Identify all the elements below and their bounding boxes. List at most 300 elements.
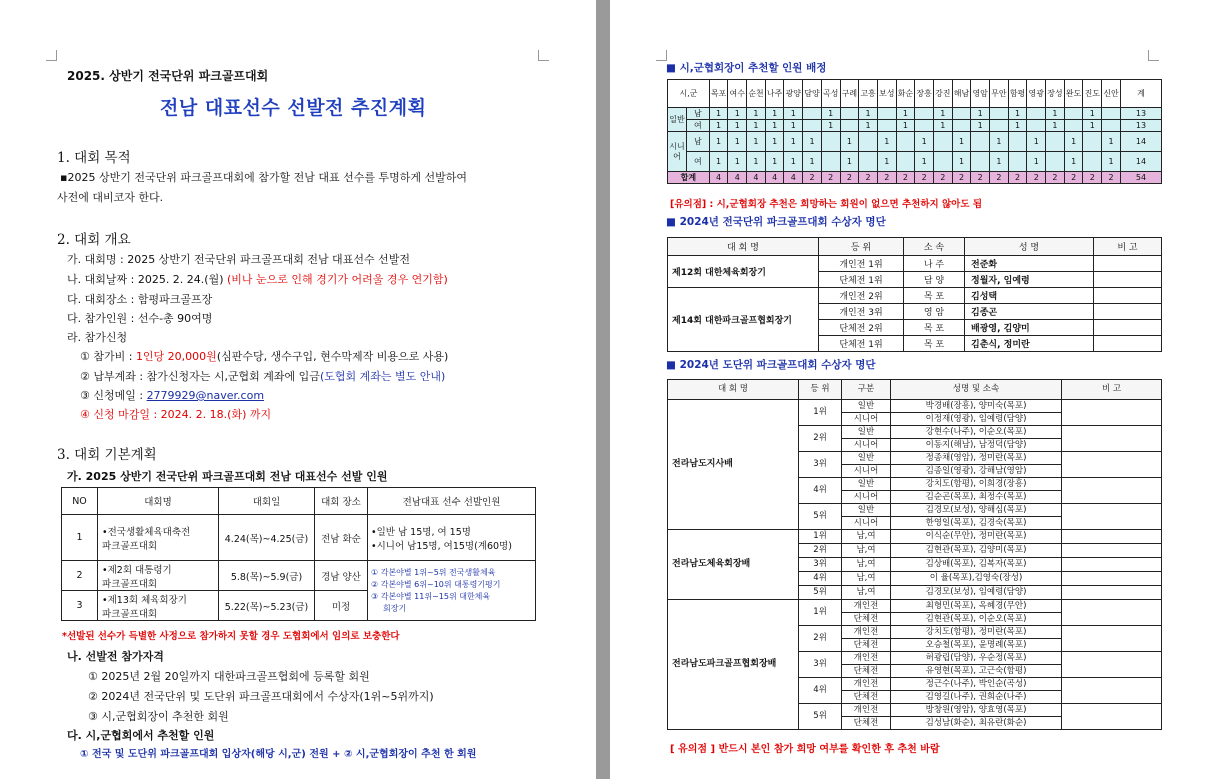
allocation-cell: 1 — [896, 108, 915, 120]
cell-division: 개인전 — [842, 652, 891, 665]
gender-label: 여 — [687, 120, 710, 132]
allocation-cell — [1027, 108, 1046, 120]
cell-division: 단체전 — [842, 639, 891, 652]
cell-rank: 5위 — [799, 586, 842, 600]
allocation-cell: 1 — [990, 152, 1009, 172]
allocation-cell — [877, 108, 896, 120]
sum-cell: 2 — [840, 172, 859, 184]
allocation-cell — [915, 108, 934, 120]
cell-note — [1062, 558, 1162, 572]
cell-name: 김춘식, 정미란 — [965, 336, 1094, 352]
notice-text: : 시,군협회장 추천은 희망하는 회원이 없으면 추천하지 않아도 됨 — [706, 199, 982, 210]
cell-names: 한영일(목포), 김경숙(목포) — [891, 517, 1062, 530]
cell-names: 김성남(화순), 최유란(화순) — [891, 717, 1062, 730]
cell-org: 목 포 — [904, 288, 965, 304]
col-header: 소 속 — [904, 238, 965, 256]
cell-names: 김순곤(목포), 최정수(목포) — [891, 491, 1062, 504]
purpose-line-1: ▪2025 상반기 전국단위 파크골프대회에 참가할 전남 대표 선수를 투명하게 선발하여 — [60, 171, 467, 184]
cell-org: 담 양 — [904, 272, 965, 288]
allocation-cell: 1 — [1102, 152, 1121, 172]
table-row — [668, 600, 1162, 613]
allocation-cell — [821, 152, 840, 172]
cell-names: 정근수(나주), 박인순(곡성) — [891, 678, 1062, 691]
sum-cell: 2 — [952, 172, 971, 184]
cell-name: 정월자, 임예령 — [965, 272, 1094, 288]
region-header: 완도 — [1064, 80, 1083, 108]
gender-label: 남 — [687, 132, 710, 152]
allocation-cell — [859, 152, 878, 172]
cell-name: 김종곤 — [965, 304, 1094, 320]
cell-org: 목 포 — [904, 320, 965, 336]
cell-names: 이 율(목포),김영숙(장성) — [891, 572, 1062, 586]
allocation-cell: 1 — [709, 120, 728, 132]
cell-division: 남,여 — [842, 572, 891, 586]
provincial-winners-table — [667, 379, 1162, 730]
event-name-line: •제2회 대통령기 — [102, 564, 172, 576]
region-header: 영광 — [1027, 80, 1046, 108]
allocation-cell: 1 — [952, 132, 971, 152]
apply-fee-label: ① 참가비 : — [80, 350, 136, 363]
cell-division: 시니어 — [842, 491, 891, 504]
cell-note — [1094, 320, 1162, 336]
sum-cell: 2 — [971, 172, 990, 184]
allocation-row — [668, 108, 1162, 120]
cell-rank: 3위 — [799, 652, 842, 678]
cell-rank: 4위 — [799, 678, 842, 704]
cell-note — [1062, 544, 1162, 558]
cell-rank: 단체전 2위 — [819, 320, 904, 336]
cell-name: 김성택 — [965, 288, 1094, 304]
cell-note — [1062, 504, 1162, 530]
allocation-cell: 1 — [1064, 152, 1083, 172]
group-label: 시니어 — [668, 132, 687, 172]
allocation-cell: 1 — [1027, 152, 1046, 172]
cell-division: 남,여 — [842, 530, 891, 544]
col-header: 전남대표 선수 선발인원 — [368, 488, 536, 515]
cell-no: 3 — [62, 591, 98, 621]
purpose-line-2: 사전에 대비코자 한다. — [57, 191, 164, 204]
apply-fee-usage: (심판수당, 생수구입, 현수막제작 비용으로 사용) — [216, 350, 449, 363]
allocation-row — [668, 120, 1162, 132]
table-row — [62, 561, 536, 591]
sum-cell: 4 — [747, 172, 766, 184]
allocation-cell — [859, 132, 878, 152]
cell-note — [1062, 572, 1162, 586]
allocation-cell: 1 — [952, 152, 971, 172]
allocation-heading: ■ 시,군협회장이 추천할 인원 배정 — [666, 62, 827, 74]
sum-cell: 2 — [933, 172, 952, 184]
overview-apply: 라. 참가신청 — [67, 331, 128, 344]
sum-label: 합계 — [668, 172, 710, 184]
sum-cell: 2 — [1027, 172, 1046, 184]
provincial-winners-heading: ■ 2024년 도단위 파크골프대회 수상자 명단 — [666, 359, 876, 371]
cell-place: 전남 화순 — [315, 515, 368, 561]
sum-cell: 2 — [896, 172, 915, 184]
cell-division: 개인전 — [842, 678, 891, 691]
allocation-row-total: 14 — [1121, 132, 1162, 152]
cell-names: 김종일(영광), 강해남(영암) — [891, 465, 1062, 478]
document-page-left — [0, 0, 596, 779]
apply-deadline: ④ 신청 마감일 : 2024. 2. 18.(화) 까지 — [80, 408, 272, 421]
cell-selection-notes — [368, 561, 536, 621]
cell-note — [1062, 400, 1162, 426]
plan-sub-c: 다. 시,군협회에서 추천할 인원 — [67, 729, 215, 742]
cell-names: 유영현(목포), 고근숙(함평) — [891, 665, 1062, 678]
cell-names: 허광립(담양), 우순정(목포) — [891, 652, 1062, 665]
cell-note — [1062, 530, 1162, 544]
allocation-cell — [1046, 152, 1065, 172]
cell-division: 시니어 — [842, 439, 891, 452]
cell-rank: 4위 — [799, 572, 842, 586]
allocation-cell: 1 — [765, 120, 784, 132]
cell-division: 남,여 — [842, 544, 891, 558]
allocation-cell: 1 — [1102, 132, 1121, 152]
cell-selection — [368, 515, 536, 561]
event-name-line: •제13회 체육회장기 — [102, 594, 187, 606]
allocation-cell: 1 — [859, 120, 878, 132]
region-header: 여수 — [728, 80, 747, 108]
allocation-cell — [990, 108, 1009, 120]
sum-cell: 4 — [784, 172, 803, 184]
allocation-cell — [1102, 108, 1121, 120]
region-header: 강진 — [933, 80, 952, 108]
allocation-cell: 1 — [821, 108, 840, 120]
crop-mark — [538, 50, 549, 61]
allocation-cell: 1 — [933, 108, 952, 120]
apply-fee — [80, 348, 448, 364]
event-name: 제12회 대한체육회장기 — [668, 256, 819, 288]
allocation-table — [667, 79, 1162, 184]
cell-division: 남,여 — [842, 558, 891, 572]
allocation-cell: 1 — [747, 108, 766, 120]
table-row — [668, 530, 1162, 544]
col-header: 대회일 — [219, 488, 315, 515]
cell-rank: 2위 — [799, 544, 842, 558]
cell-division: 일반 — [842, 400, 891, 413]
cell-note — [1062, 704, 1162, 730]
cell-note — [1062, 652, 1162, 678]
region-header: 영암 — [971, 80, 990, 108]
allocation-row — [668, 132, 1162, 152]
cell-division: 단체전 — [842, 717, 891, 730]
allocation-cell: 1 — [1083, 108, 1102, 120]
allocation-cell: 1 — [728, 108, 747, 120]
region-header: 목포 — [709, 80, 728, 108]
cell-rank: 1위 — [799, 400, 842, 426]
cell-names: 박경배(장흥), 양미숙(목포) — [891, 400, 1062, 413]
col-header: 비 고 — [1062, 380, 1162, 400]
region-header: 장성 — [1046, 80, 1065, 108]
cell-rank: 2위 — [799, 426, 842, 452]
sum-total: 54 — [1121, 172, 1162, 184]
table-row — [668, 400, 1162, 413]
cell-note — [1062, 626, 1162, 652]
col-header: 등 위 — [819, 238, 904, 256]
apply-email-link[interactable]: 2779929@naver.com — [146, 389, 265, 402]
cell-rank: 5위 — [799, 704, 842, 730]
event-name-line: 파크골프대회 — [102, 578, 158, 590]
allocation-cell: 1 — [877, 152, 896, 172]
allocation-cell: 1 — [840, 152, 859, 172]
cell-names: 최형민(목포), 옥혜경(무안) — [891, 600, 1062, 613]
allocation-cell — [1064, 108, 1083, 120]
allocation-cell: 1 — [1008, 108, 1027, 120]
allocation-cell: 1 — [784, 132, 803, 152]
cell-rank: 3위 — [799, 558, 842, 572]
event-name-line: •전국생활체육대축전 — [102, 526, 191, 538]
allocation-cell — [803, 108, 822, 120]
allocation-cell — [840, 108, 859, 120]
cell-event — [98, 515, 219, 561]
region-header: 해남 — [952, 80, 971, 108]
cell-rank: 개인전 1위 — [819, 256, 904, 272]
cell-note — [1094, 304, 1162, 320]
cell-note — [1094, 336, 1162, 352]
allocation-cell: 1 — [840, 132, 859, 152]
event-name: 전라남도파크골프협회장배 — [668, 600, 799, 730]
allocation-cell: 1 — [971, 120, 990, 132]
event-name-line: 파크골프대회 — [102, 540, 158, 552]
cell-note — [1094, 256, 1162, 272]
sum-cell: 2 — [1083, 172, 1102, 184]
allocation-cell: 1 — [747, 152, 766, 172]
cell-rank: 단체전 1위 — [819, 272, 904, 288]
cell-date: 5.8(목)~5.9(금) — [219, 561, 315, 591]
allocation-cell: 1 — [915, 152, 934, 172]
note-line: ① 각본야별 1위~5위 전국생활체육 — [371, 567, 496, 577]
cell-rank: 2위 — [799, 626, 842, 652]
overview-name: 가. 대회명 : 2025 상반기 전국단위 파크골프대회 전남 대표선수 선발전 — [67, 253, 410, 266]
cell-division: 개인전 — [842, 704, 891, 717]
col-header: 대 회 명 — [668, 380, 799, 400]
apply-email — [80, 387, 264, 403]
note-line: ② 각본야별 6위~10위 대통령기평기 — [371, 579, 501, 589]
overview-people: 다. 참가인원 : 선수-총 90여명 — [67, 312, 213, 325]
allocation-cell: 1 — [728, 152, 747, 172]
region-header: 진도 — [1083, 80, 1102, 108]
cell-names: 김영길(나주), 권희순(나주) — [891, 691, 1062, 704]
allocation-cell: 1 — [859, 108, 878, 120]
overview-place: 다. 대회장소 : 함평파크골프장 — [67, 293, 213, 306]
substitute-warning: *선발된 선수가 득별한 사정으로 참가하지 못할 경우 도협회에서 임의로 보충한다 — [62, 631, 400, 642]
sum-cell: 4 — [728, 172, 747, 184]
national-winners-heading: ■ 2024년 전국단위 파크골프대회 수상자 명단 — [666, 216, 886, 228]
overview-date-note: (비나 눈으로 인해 경기가 어려울 경우 연기함) — [227, 273, 448, 286]
cell-place: 미정 — [315, 591, 368, 621]
cell-division: 일반 — [842, 478, 891, 491]
total-header: 계 — [1121, 80, 1162, 108]
allocation-cell: 1 — [803, 132, 822, 152]
cell-division: 일반 — [842, 452, 891, 465]
allocation-cell: 1 — [971, 108, 990, 120]
event-name: 전라남도지사배 — [668, 400, 799, 530]
cell-division: 단체전 — [842, 613, 891, 626]
cell-division: 단체전 — [842, 665, 891, 678]
col-header: 등 위 — [799, 380, 842, 400]
allocation-cell — [896, 152, 915, 172]
plan-sub-b: 나. 선발전 참가자격 — [67, 650, 164, 663]
allocation-cell — [821, 132, 840, 152]
allocation-cell: 1 — [728, 132, 747, 152]
region-header: 구례 — [840, 80, 859, 108]
allocation-cell — [1008, 132, 1027, 152]
cell-names: 김경모(보성), 양해심(목포) — [891, 504, 1062, 517]
sum-cell: 2 — [1008, 172, 1027, 184]
cell-note — [1062, 586, 1162, 600]
allocation-cell — [1102, 120, 1121, 132]
cell-names: 김경모(보성), 임예령(담양) — [891, 586, 1062, 600]
crop-mark — [1148, 50, 1159, 61]
cell-names: 방창원(영암), 양효영(목포) — [891, 704, 1062, 717]
sum-cell: 2 — [821, 172, 840, 184]
cell-rank: 3위 — [799, 452, 842, 478]
allocation-cell: 1 — [784, 108, 803, 120]
allocation-row-total: 14 — [1121, 152, 1162, 172]
cell-names: 김현관(목포), 이순오(목포) — [891, 613, 1062, 626]
cell-rank: 5위 — [799, 504, 842, 530]
crop-mark — [46, 50, 57, 61]
sum-cell: 2 — [915, 172, 934, 184]
col-header: 비 고 — [1094, 238, 1162, 256]
col-header: 성명 및 소속 — [891, 380, 1062, 400]
allocation-cell — [1064, 120, 1083, 132]
section-plan-heading: 3. 대회 기본계획 — [57, 447, 157, 463]
allocation-cell — [933, 132, 952, 152]
region-header: 담양 — [803, 80, 822, 108]
allocation-cell: 1 — [990, 132, 1009, 152]
cell-note — [1062, 600, 1162, 626]
allocation-cell: 1 — [784, 120, 803, 132]
allocation-cell: 1 — [765, 152, 784, 172]
region-header: 보성 — [877, 80, 896, 108]
sum-cell: 2 — [803, 172, 822, 184]
cell-date: 5.22(목)~5.23(금) — [219, 591, 315, 621]
cell-no: 2 — [62, 561, 98, 591]
qualification-2: ② 2024년 전국단위 및 도단위 파크골프대회에서 수상자(1위~5위까지) — [88, 690, 434, 703]
col-header: 대 회 명 — [668, 238, 819, 256]
allocation-notice — [670, 196, 982, 210]
apply-fee-amount: 1인당 20,000원 — [135, 350, 217, 363]
cell-note — [1094, 288, 1162, 304]
allocation-cell: 1 — [1046, 120, 1065, 132]
section-purpose-heading: 1. 대회 목적 — [57, 150, 131, 166]
corner-cell: 시,군 — [668, 80, 710, 108]
notice-tag: [유의점] — [670, 199, 707, 210]
cell-rank: 개인전 2위 — [819, 288, 904, 304]
allocation-cell: 1 — [747, 120, 766, 132]
sum-cell: 2 — [859, 172, 878, 184]
overview-date-text: 나. 대회날짜 : 2025. 2. 24.(월) — [67, 273, 228, 286]
sum-cell: 2 — [877, 172, 896, 184]
apply-account — [80, 368, 445, 384]
cell-note — [1062, 452, 1162, 478]
allocation-cell — [971, 132, 990, 152]
allocation-cell: 1 — [765, 132, 784, 152]
gender-label: 남 — [687, 108, 710, 120]
allocation-cell — [971, 152, 990, 172]
region-header: 나주 — [765, 80, 784, 108]
sum-cell: 2 — [1046, 172, 1065, 184]
region-header: 곡성 — [821, 80, 840, 108]
sum-cell: 4 — [765, 172, 784, 184]
allocation-cell — [896, 132, 915, 152]
sum-cell: 2 — [1102, 172, 1121, 184]
cell-names: 김현관(목포), 김양미(목포) — [891, 544, 1062, 558]
doc-subtitle: 2025. 상반기 전국단위 파크골프대회 — [67, 69, 269, 83]
region-header: 신안 — [1102, 80, 1121, 108]
allocation-row — [668, 152, 1162, 172]
allocation-cell: 1 — [1046, 108, 1065, 120]
allocation-cell: 1 — [1083, 120, 1102, 132]
allocation-cell — [952, 120, 971, 132]
recommend-line: ① 전국 및 도단위 파크골프대회 입상자(해당 시,군) 전원 + ② 시,군협회장이 추천 한 회원 — [80, 749, 477, 760]
allocation-cell: 1 — [1008, 120, 1027, 132]
document-page-right — [610, 0, 1205, 779]
allocation-cell: 1 — [803, 152, 822, 172]
apply-account-text: ② 납부계좌 : 참가신청자는 시,군협회 계좌에 입금 — [80, 370, 320, 383]
allocation-cell — [1083, 152, 1102, 172]
allocation-cell — [803, 120, 822, 132]
cell-names: 이식순(무안), 정미란(목포) — [891, 530, 1062, 544]
col-header: NO — [62, 488, 98, 515]
cell-division: 개인전 — [842, 626, 891, 639]
region-header: 광양 — [784, 80, 803, 108]
national-winners-table — [667, 237, 1162, 352]
region-header: 함평 — [1008, 80, 1027, 108]
event-name: 전라남도체육회장배 — [668, 530, 799, 600]
allocation-cell: 1 — [709, 108, 728, 120]
apply-email-label: ③ 신청메일 : — [80, 389, 147, 402]
col-header: 구분 — [842, 380, 891, 400]
table-row — [62, 515, 536, 561]
allocation-cell: 1 — [1064, 132, 1083, 152]
section-overview-heading: 2. 대회 개요 — [57, 232, 131, 248]
allocation-cell: 1 — [765, 108, 784, 120]
cell-division: 시니어 — [842, 465, 891, 478]
selection-line: •일반 남 15명, 여 15명 — [371, 526, 471, 538]
cell-rank: 4위 — [799, 478, 842, 504]
region-header: 장흥 — [915, 80, 934, 108]
note-line: 회장기 — [383, 603, 407, 613]
cell-note — [1062, 478, 1162, 504]
allocation-row-total: 13 — [1121, 120, 1162, 132]
allocation-cell: 1 — [1027, 132, 1046, 152]
allocation-cell — [1027, 120, 1046, 132]
cell-division: 일반 — [842, 504, 891, 517]
allocation-row-total: 13 — [1121, 108, 1162, 120]
region-header: 화순 — [896, 80, 915, 108]
overview-date — [67, 271, 448, 287]
cell-org: 목 포 — [904, 336, 965, 352]
allocation-cell: 1 — [821, 120, 840, 132]
sum-cell: 2 — [990, 172, 1009, 184]
cell-division: 단체전 — [842, 691, 891, 704]
allocation-cell — [952, 108, 971, 120]
cell-division: 개인전 — [842, 600, 891, 613]
selection-line: •시니어 남15명, 여15명(계60명) — [371, 540, 512, 552]
cell-names: 이정재(영광), 임예령(담양) — [891, 413, 1062, 426]
region-header: 순천 — [747, 80, 766, 108]
allocation-cell — [1046, 132, 1065, 152]
cell-division: 일반 — [842, 426, 891, 439]
cell-note — [1094, 272, 1162, 288]
sum-cell: 4 — [709, 172, 728, 184]
doc-title: 전남 대표선수 선발전 추진계획 — [160, 97, 427, 119]
allocation-cell: 1 — [877, 132, 896, 152]
selection-table — [61, 487, 536, 621]
allocation-cell: 1 — [728, 120, 747, 132]
table-row — [668, 288, 1162, 304]
